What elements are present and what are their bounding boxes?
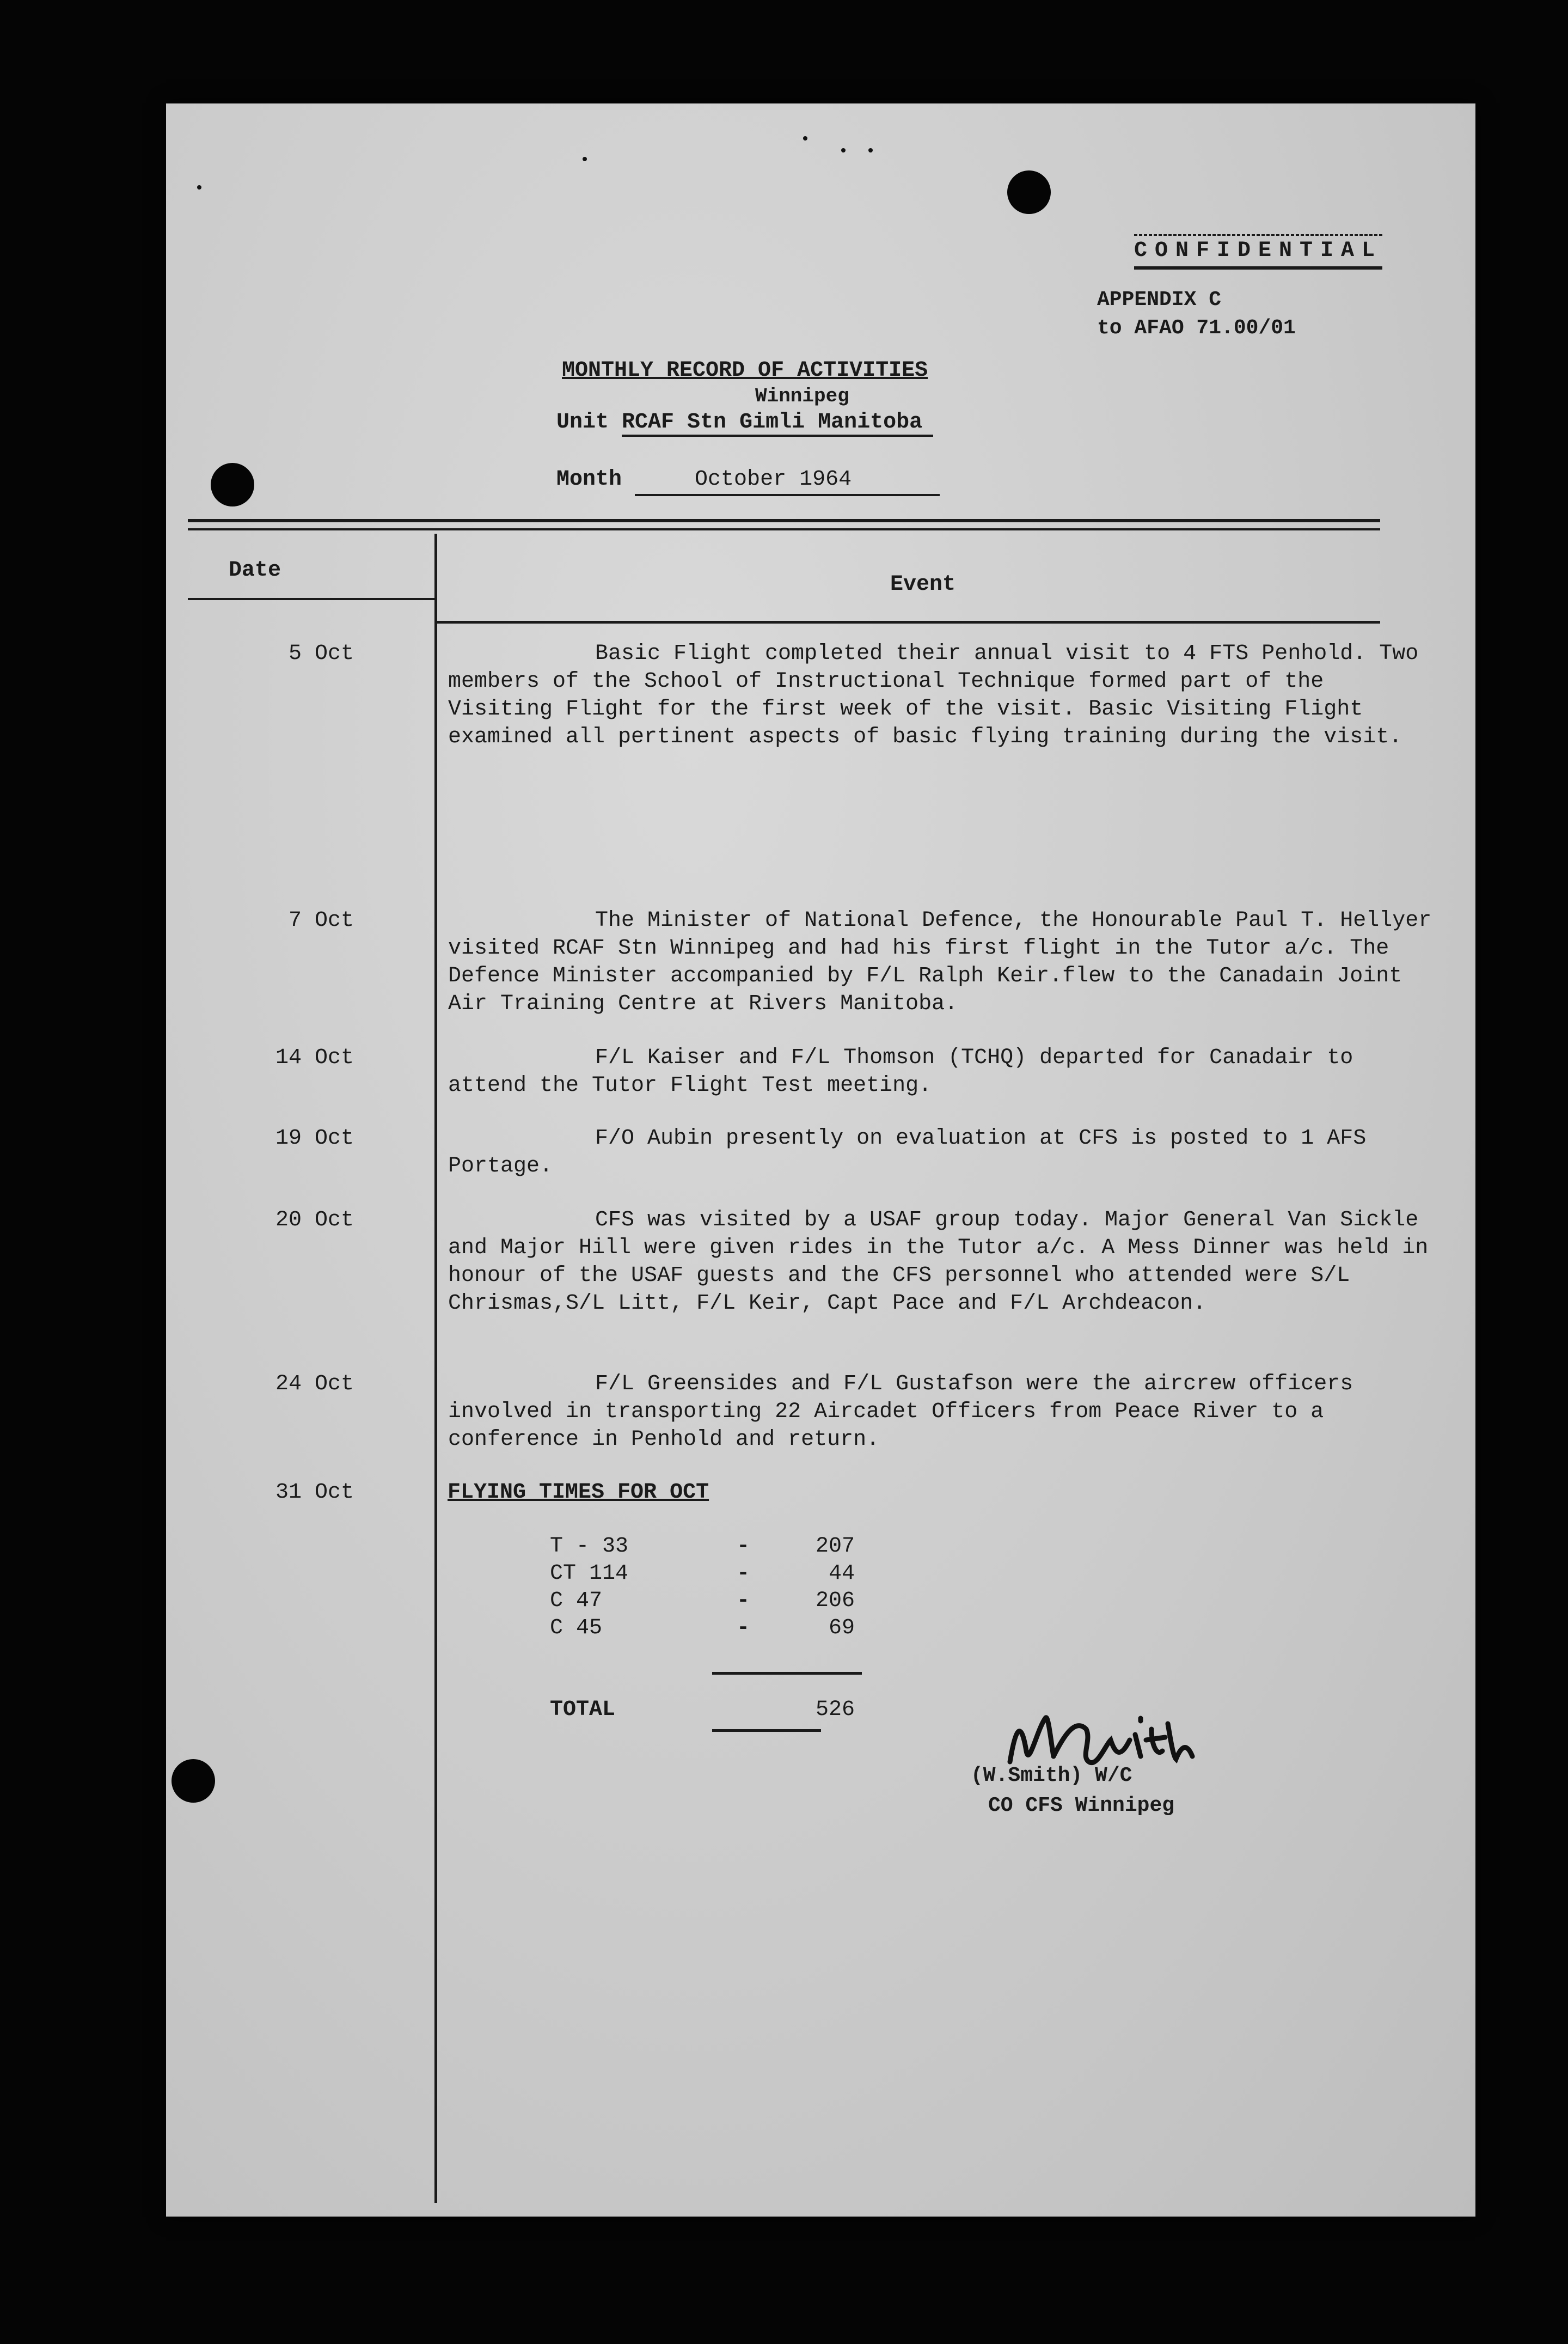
entry-text: F/L Greensides and F/L Gustafson were the aircrew officers involved in transporting 22 Aircadet Officers from Peace River to a conference in Penhold and return. [448, 1372, 1353, 1452]
appendix-line: to AFAO 71.00/01 [1097, 316, 1296, 340]
flying-hours: 69 [828, 1616, 855, 1640]
separator-dash: - [736, 1616, 750, 1640]
month-label: Month [556, 467, 622, 492]
flying-row [550, 1615, 855, 1642]
entry-event [448, 1125, 1439, 1180]
entry-text: The Minister of National Defence, the Honourable Paul T. Hellyer visited RCAF Stn Winnipeg and had his first flight in the Tutor a/c. The Defence Minister accompanied by F/L Ralph Keir.flew to the Canadain Joint Air Training Centre at Rivers Manitoba. [448, 908, 1432, 1016]
month-value: October 1964 [635, 466, 940, 496]
total-rule-top [712, 1672, 862, 1675]
entry-date: 7 Oct [288, 908, 354, 933]
entry-text: Basic Flight completed their annual visit to 4 FTS Penhold. Two members of the School of Instructional Technique formed part of the Visiting Flight for the first week of the visit. Basic Visiting Flight examined all pertinent aspects of basic flying training during the visit. [448, 642, 1419, 749]
punch-hole [1007, 170, 1051, 214]
header-date-rule [188, 598, 436, 600]
signatory-name: (W.Smith) W/C [971, 1764, 1132, 1787]
column-divider [434, 534, 437, 2203]
flying-times-heading: FLYING TIMES FOR OCT [448, 1480, 709, 1505]
month-line [556, 466, 940, 496]
event-column-header: Event [890, 572, 956, 597]
separator-dash: - [736, 1589, 750, 1613]
document-page [166, 103, 1475, 2217]
entry-date: 14 Oct [275, 1046, 354, 1070]
total-value: 526 [815, 1698, 855, 1722]
entry-text: F/O Aubin presently on evaluation at CFS is posted to 1 AFS Portage. [448, 1126, 1367, 1179]
entry-text: F/L Kaiser and F/L Thomson (TCHQ) departed for Canadair to attend the Tutor Flight Test meeting. [448, 1046, 1353, 1098]
appendix-reference [1097, 286, 1296, 343]
table-top-rule [188, 519, 1380, 522]
ink-speck [868, 148, 873, 152]
separator-dash: - [736, 1561, 750, 1586]
aircraft-type: T - 33 [550, 1534, 629, 1559]
entry-date: 19 Oct [275, 1126, 354, 1151]
ink-speck [841, 148, 846, 152]
flying-hours: 207 [815, 1534, 855, 1559]
punch-hole [171, 1759, 215, 1803]
entry-date: 20 Oct [275, 1208, 354, 1232]
flying-times-table [550, 1533, 855, 1642]
unit-line [556, 408, 933, 437]
flying-hours: 44 [828, 1561, 855, 1586]
flying-row [550, 1560, 855, 1588]
total-row [550, 1696, 855, 1724]
classification-stamp: CONFIDENTIAL [1134, 234, 1382, 270]
entry-text: CFS was visited by a USAF group today. Major General Van Sickle and Major Hill were given rides in the Tutor a/c. A Mess Dinner was held in honour of the USAF guests and the CFS personnel who attended were S/L Chrismas,S/L Litt, F/L Keir, Capt Pace and F/L Archdeacon. [448, 1208, 1429, 1316]
entry-date: 31 Oct [275, 1480, 354, 1505]
table-top-rule-2 [188, 528, 1380, 530]
aircraft-type: C 45 [550, 1616, 603, 1640]
signatory-title: CO CFS Winnipeg [988, 1794, 1175, 1817]
separator-dash: - [736, 1534, 750, 1559]
aircraft-type: C 47 [550, 1589, 603, 1613]
flying-row [550, 1588, 855, 1615]
aircraft-type: CT 114 [550, 1561, 629, 1586]
ink-speck [197, 185, 201, 190]
punch-hole [211, 463, 254, 506]
ink-speck [583, 157, 587, 161]
entry-event [448, 907, 1439, 1018]
unit-value: RCAF Stn Gimli Manitoba [622, 410, 933, 437]
record-title: MONTHLY RECORD OF ACTIVITIES [562, 358, 928, 383]
unit-correction: Winnipeg [755, 385, 849, 407]
entry-date: 24 Oct [275, 1372, 354, 1396]
total-rule-bottom [712, 1729, 821, 1732]
unit-label: Unit [556, 410, 609, 435]
entry-event [448, 640, 1439, 751]
date-column-header: Date [229, 558, 281, 583]
entry-event [448, 1044, 1439, 1100]
entry-event [448, 1370, 1439, 1454]
flying-row [550, 1533, 855, 1560]
total-label: TOTAL [550, 1698, 616, 1722]
header-event-rule [436, 621, 1380, 624]
entry-event [448, 1206, 1439, 1317]
appendix-line: APPENDIX C [1097, 288, 1222, 312]
entry-date: 5 Oct [288, 642, 354, 666]
ink-speck [803, 136, 807, 141]
flying-hours: 206 [815, 1589, 855, 1613]
